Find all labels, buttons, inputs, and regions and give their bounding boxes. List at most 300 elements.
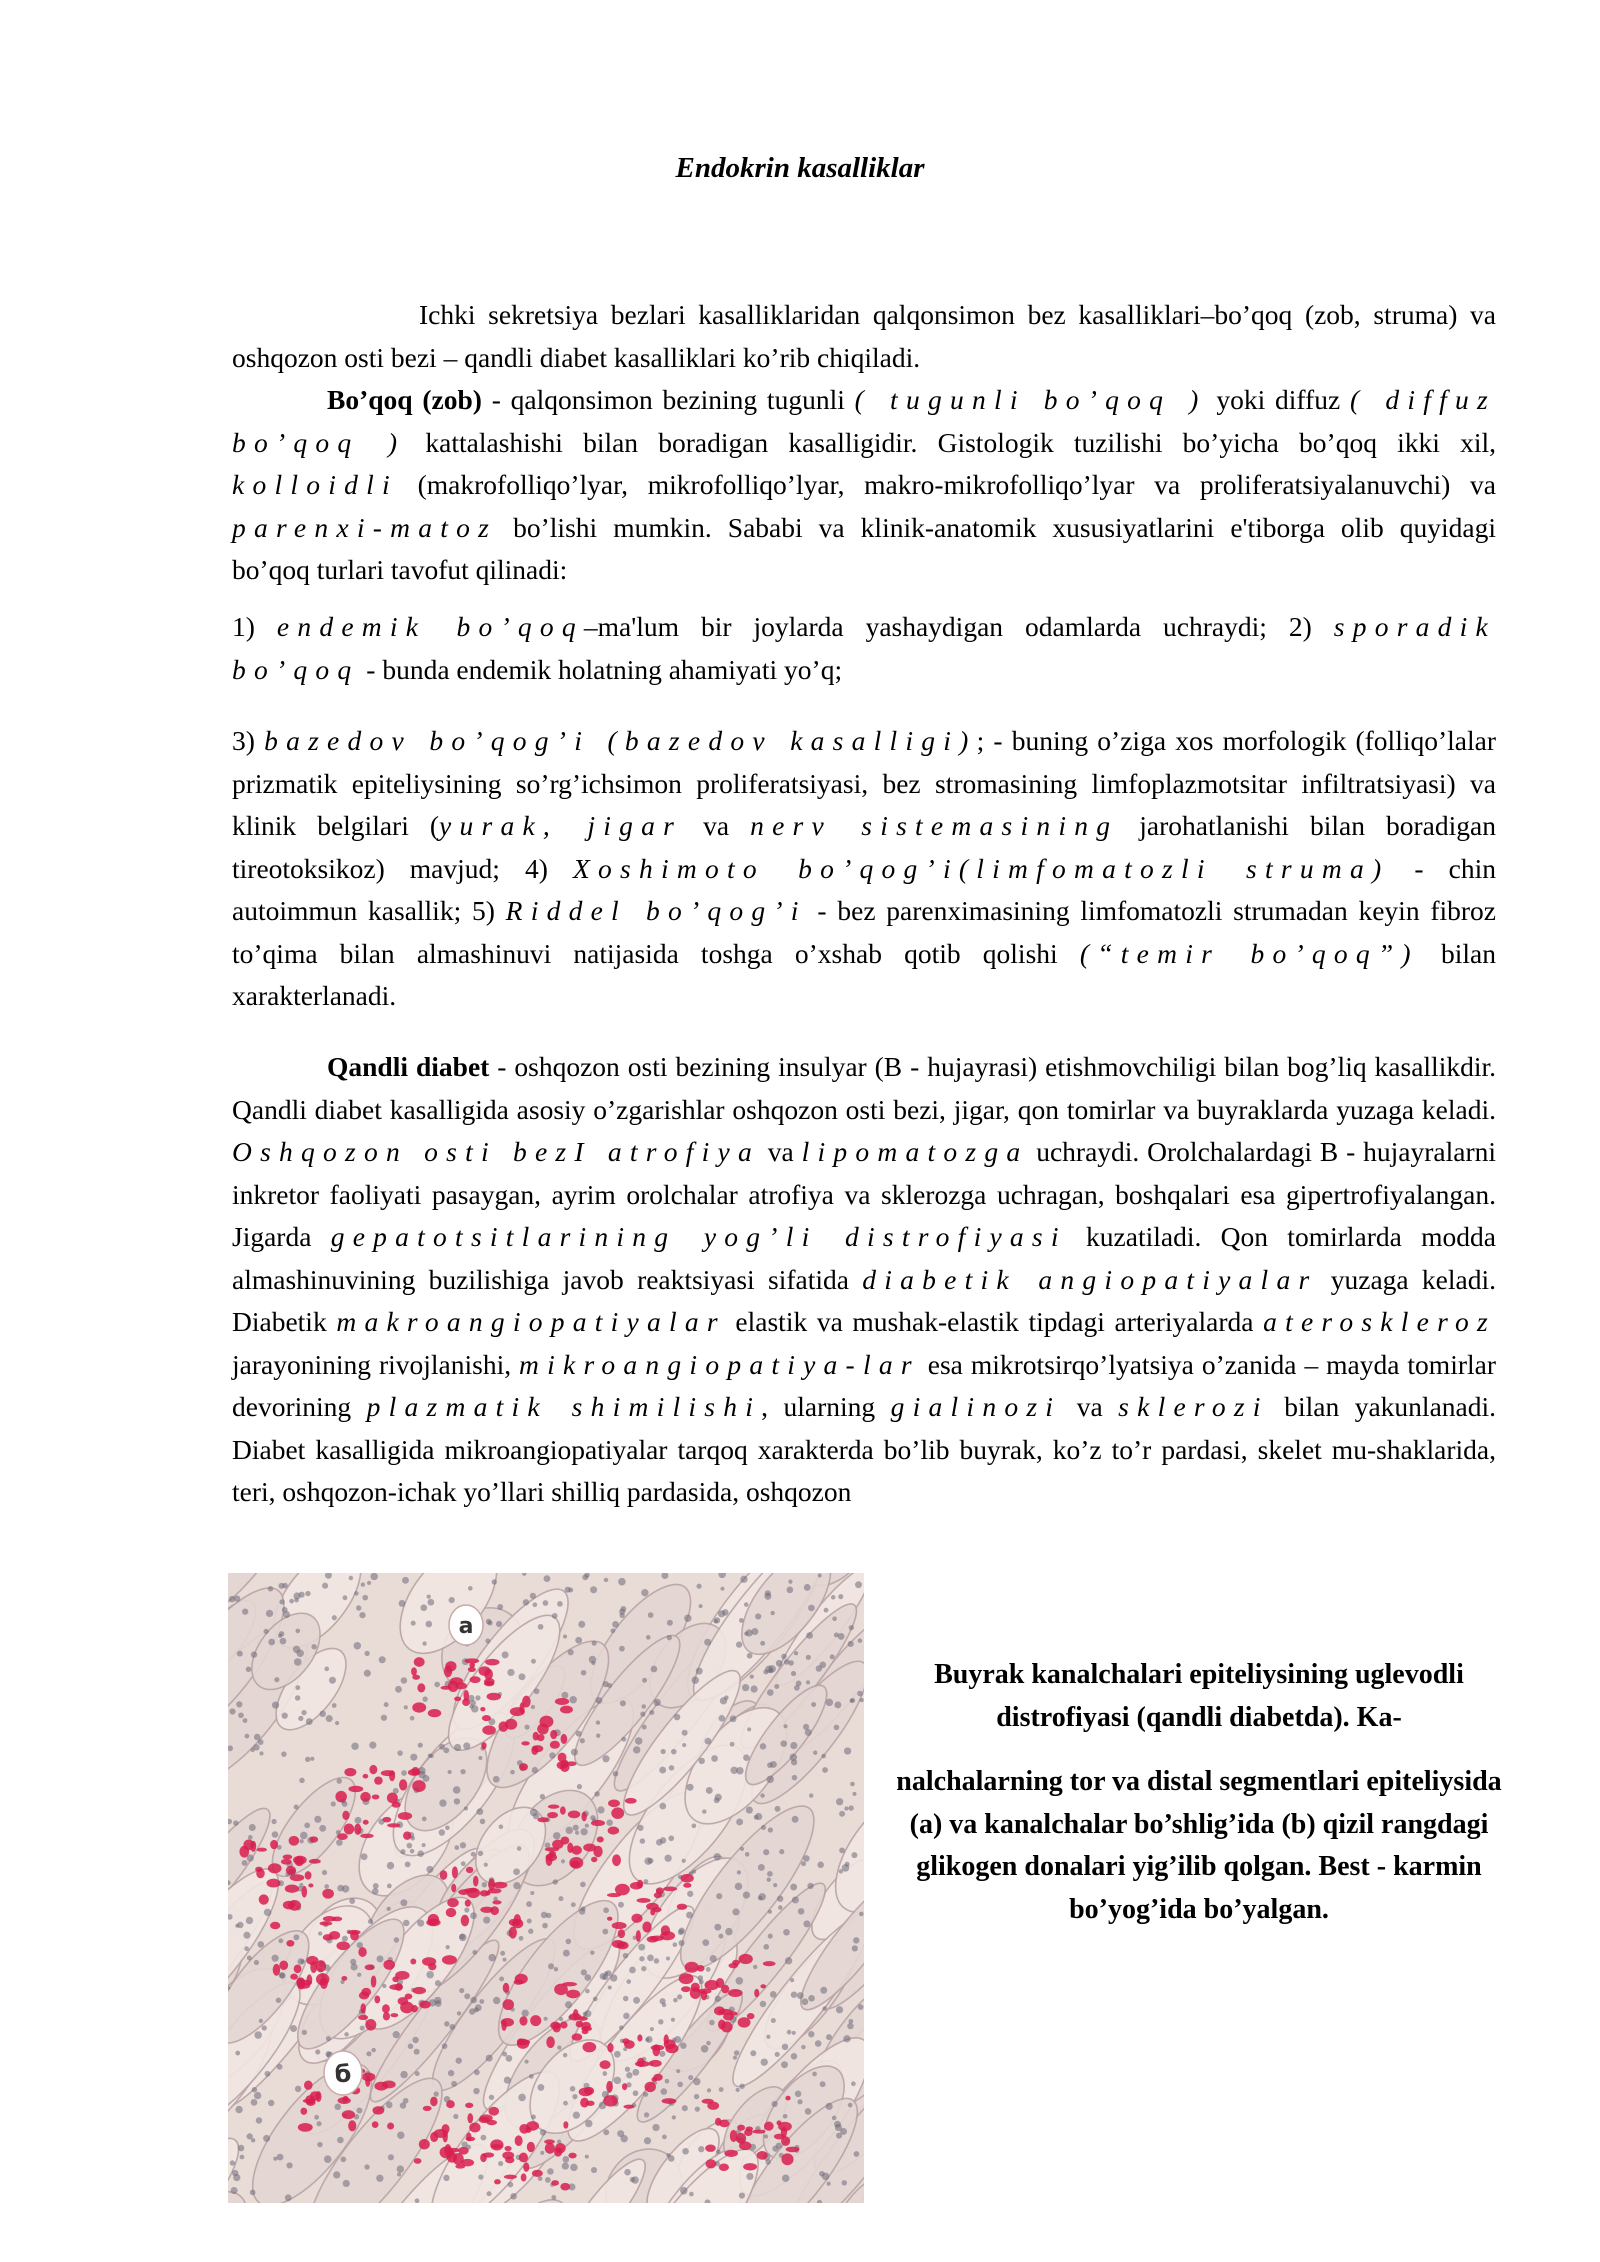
glycogen-granule — [730, 2130, 738, 2142]
cell-nucleus — [397, 2172, 401, 2176]
cell-nucleus — [399, 1600, 406, 1607]
glycogen-granule — [624, 2040, 635, 2049]
glycogen-granule — [560, 1706, 573, 1714]
cell-nucleus — [668, 1835, 674, 1841]
cell-nucleus — [643, 2092, 648, 2097]
cell-nucleus — [547, 2168, 554, 2175]
glycogen-granule — [612, 1940, 625, 1948]
glycogen-granule — [560, 2183, 570, 2191]
glycogen-granule — [304, 2081, 313, 2090]
cell-nucleus — [538, 2176, 543, 2181]
cell-nucleus — [845, 1862, 850, 1867]
cell-nucleus — [743, 1891, 750, 1898]
cell-nucleus — [610, 1974, 617, 1981]
cell-nucleus — [792, 1896, 799, 1903]
cell-nucleus — [647, 1955, 654, 1962]
cell-nucleus — [836, 1798, 843, 1805]
glycogen-granule — [412, 1780, 426, 1792]
cell-nucleus — [715, 1794, 722, 1801]
cell-nucleus — [590, 1815, 595, 1820]
text: bilan yakunlanadi. Diabet kasalligida mikroangiopatiyalar tarqoq xarakterda bo’lib buyrak, ko’z to’r pardasi, skelet mu-shaklarida, teri, oshqozon-ichak yo’llari shilliq pardasida, oshqozon — [232, 1391, 1496, 1507]
cell-nucleus — [349, 1576, 353, 1580]
glycogen-granule — [354, 1824, 361, 1835]
cell-nucleus — [522, 1573, 526, 1576]
cell-nucleus — [530, 1593, 536, 1599]
cell-nucleus — [698, 2146, 704, 2152]
glycogen-granule — [300, 2108, 307, 2115]
glycogen-granule — [372, 1794, 380, 1799]
cell-nucleus — [635, 1737, 643, 1745]
cell-nucleus — [300, 1959, 304, 1963]
cell-nucleus — [844, 1806, 848, 1810]
glycogen-granule — [309, 1859, 321, 1864]
cell-nucleus — [573, 1825, 579, 1831]
cell-nucleus — [427, 1594, 431, 1598]
glycogen-granule — [776, 2120, 781, 2125]
cell-nucleus — [235, 2106, 242, 2113]
cell-nucleus — [682, 1859, 686, 1863]
cell-nucleus — [272, 1701, 279, 1708]
cell-nucleus — [344, 2032, 348, 2036]
cell-nucleus — [246, 1666, 252, 1672]
cell-nucleus — [659, 2051, 665, 2057]
figure-caption — [884, 1654, 1514, 1931]
cell-nucleus — [571, 1902, 576, 1907]
cell-nucleus — [554, 1967, 558, 1971]
glycogen-granule — [566, 1990, 580, 1999]
text: va — [759, 1136, 802, 1167]
cell-nucleus — [746, 1806, 753, 1813]
glycogen-granule — [650, 1909, 655, 1916]
cell-nucleus — [365, 1651, 370, 1656]
glycogen-granule — [568, 2153, 576, 2159]
glycogen-granule — [270, 1840, 278, 1849]
glycogen-granule — [526, 2121, 539, 2131]
cell-nucleus — [333, 2171, 340, 2178]
glycogen-granule — [532, 2170, 543, 2177]
glycogen-granule — [383, 1960, 395, 1970]
cell-nucleus — [499, 1825, 504, 1830]
cell-nucleus — [838, 1594, 843, 1599]
text: yoki diffuz — [1206, 384, 1350, 415]
cell-nucleus — [771, 2018, 776, 2023]
glycogen-granule — [661, 1925, 670, 1935]
cell-nucleus — [540, 2151, 544, 2155]
cell-nucleus — [606, 1970, 612, 1976]
glycogen-granule — [548, 1804, 560, 1808]
cell-nucleus — [774, 1684, 779, 1689]
cell-nucleus — [519, 1936, 524, 1941]
cell-nucleus — [457, 2011, 461, 2015]
cell-nucleus — [743, 1754, 750, 1761]
cell-nucleus — [750, 1685, 757, 1692]
cell-nucleus — [397, 1750, 402, 1755]
glycogen-granule — [723, 2013, 734, 2021]
cell-nucleus — [229, 1708, 235, 1714]
cell-nucleus — [668, 2155, 675, 2162]
glycogen-granule — [651, 2077, 657, 2082]
glycogen-granule — [561, 1760, 569, 1768]
cell-nucleus — [397, 2165, 404, 2172]
glycogen-granule — [322, 1889, 334, 1899]
cell-nucleus — [290, 2025, 297, 2032]
glycogen-granule — [701, 1990, 707, 2000]
cell-nucleus — [768, 1910, 772, 1914]
glycogen-granule — [461, 1915, 469, 1926]
cell-nucleus — [247, 1956, 252, 1961]
glycogen-granule — [257, 1848, 267, 1852]
cell-nucleus — [642, 1678, 647, 1683]
cell-nucleus — [706, 2041, 711, 2046]
glycogen-granule — [338, 2097, 351, 2104]
glycogen-granule — [335, 1791, 347, 1803]
cell-nucleus — [676, 2069, 680, 2073]
cell-nucleus — [716, 2149, 720, 2153]
glycogen-granule — [509, 1927, 517, 1939]
glycogen-granule — [466, 2133, 471, 2142]
cell-nucleus — [480, 1819, 486, 1825]
cell-nucleus — [414, 2049, 420, 2055]
cell-nucleus — [819, 1662, 826, 1669]
cell-nucleus — [557, 1601, 563, 1607]
text: jarohatlanishi bilan boradigan tireotoksikoz) mavjud; 4) — [232, 810, 1496, 884]
cell-nucleus — [594, 1791, 599, 1796]
cell-nucleus — [644, 1857, 652, 1865]
cell-nucleus — [251, 1651, 257, 1657]
cell-nucleus — [854, 2151, 860, 2157]
cell-nucleus — [608, 1985, 612, 1989]
glycogen-granule — [606, 2081, 613, 2093]
cell-nucleus — [528, 1929, 533, 1934]
cell-nucleus — [463, 1742, 470, 1749]
glycogen-granule — [382, 1817, 391, 1823]
glycogen-granule — [374, 1995, 380, 2003]
cell-nucleus — [503, 1958, 507, 1962]
text: kattalashishi bilan boradigan kasalligidir. Gistologik tuzilishi bo’yicha bo’qoq ikki xil, — [405, 426, 1496, 458]
glycogen-granule — [362, 2073, 376, 2082]
glycogen-granule — [485, 1659, 499, 1666]
cell-nucleus — [293, 1934, 299, 1940]
cell-nucleus — [481, 2135, 487, 2141]
cell-nucleus — [568, 1587, 573, 1592]
glycogen-granule — [453, 2153, 464, 2165]
cell-nucleus — [506, 2055, 513, 2062]
cell-nucleus — [746, 2173, 753, 2180]
cell-nucleus — [234, 1595, 240, 1601]
glycogen-granule — [488, 2107, 499, 2116]
glycogen-granule — [288, 1900, 301, 1911]
paragraph-types-1-2 — [232, 606, 1496, 691]
cell-nucleus — [734, 2050, 739, 2055]
cell-nucleus — [580, 1738, 585, 1743]
cell-nucleus — [792, 1816, 799, 1823]
cell-nucleus — [751, 1628, 758, 1635]
glycogen-granule — [290, 1974, 298, 1980]
glycogen-granule — [491, 2144, 503, 2148]
glycogen-granule — [706, 2159, 717, 2168]
cell-nucleus — [278, 1583, 284, 1589]
cell-nucleus — [553, 1879, 558, 1884]
cell-nucleus — [531, 2115, 536, 2120]
cell-nucleus — [563, 2156, 570, 2163]
glycogen-granule — [677, 1904, 687, 1910]
cell-nucleus — [411, 1621, 416, 1626]
cell-nucleus — [589, 1656, 597, 1664]
cell-nucleus — [272, 1831, 279, 1838]
cell-nucleus — [699, 1604, 703, 1608]
cell-nucleus — [493, 1776, 500, 1783]
cell-nucleus — [704, 1738, 711, 1745]
cell-nucleus — [839, 1811, 845, 1817]
cell-nucleus — [796, 1681, 802, 1687]
text: va — [1061, 1391, 1119, 1422]
glycogen-granule — [323, 1916, 336, 1921]
glycogen-granule — [466, 1867, 473, 1873]
cell-nucleus — [783, 1724, 787, 1728]
glycogen-granule — [612, 1922, 627, 1929]
cell-nucleus — [654, 1699, 661, 1706]
cell-nucleus — [714, 1924, 721, 1931]
glycogen-granule — [480, 1707, 485, 1711]
cell-nucleus — [314, 1816, 321, 1823]
cell-nucleus — [822, 2006, 827, 2011]
glycogen-granule — [571, 1845, 582, 1854]
cell-nucleus — [633, 1997, 640, 2004]
cell-nucleus — [400, 1899, 407, 1906]
cell-nucleus — [773, 1883, 777, 1887]
glycogen-granule — [430, 2097, 437, 2107]
cell-nucleus — [508, 2182, 514, 2188]
glycogen-granule — [426, 1919, 440, 1926]
cell-nucleus — [518, 2094, 526, 2102]
text: uchraydi. Orolchalardagi B - hujayralarni inkretor faoliyati pasaygan, ayrim orolchalar atrofiya va sklerozga uchragan, boshqalari esa gipertrofiyalangan. Jigarda — [232, 1136, 1496, 1252]
cell-nucleus — [388, 2154, 394, 2160]
term-hyalinosis: gialinozi — [890, 1391, 1062, 1422]
text: bilan xarakterlanadi. — [232, 937, 1496, 1011]
cell-nucleus — [719, 2087, 724, 2092]
glycogen-granule — [519, 1763, 528, 1771]
glycogen-granule — [738, 2017, 751, 2027]
cell-nucleus — [763, 1944, 769, 1950]
cell-nucleus — [575, 1831, 579, 1835]
cell-nucleus — [448, 2070, 454, 2076]
glycogen-granule — [607, 2043, 613, 2052]
glycogen-granule — [419, 2139, 430, 2149]
cell-nucleus — [776, 1660, 783, 1667]
cell-nucleus — [623, 1953, 629, 1959]
cell-nucleus — [838, 1633, 845, 1640]
cell-nucleus — [271, 1819, 276, 1824]
cell-nucleus — [830, 1654, 835, 1659]
cell-nucleus — [785, 1957, 792, 1964]
cell-nucleus — [563, 1950, 570, 1957]
cell-nucleus — [791, 1991, 797, 1997]
glycogen-granule — [600, 2060, 611, 2069]
text: kuzatiladi. Qon tomirlarda modda almashinuvining buzilishiga javob reaktsiyasi sifatida — [232, 1221, 1496, 1295]
text: 1) — [232, 611, 277, 642]
cell-nucleus — [651, 1666, 658, 1673]
glycogen-granule — [501, 2018, 514, 2027]
cell-nucleus — [641, 1966, 646, 1971]
glycogen-granule — [414, 2158, 422, 2164]
cell-nucleus — [677, 2082, 683, 2088]
cell-nucleus — [460, 1842, 466, 1848]
cell-nucleus — [371, 2048, 376, 2053]
cell-nucleus — [736, 1641, 742, 1647]
cell-nucleus — [607, 1683, 612, 1688]
cell-nucleus — [776, 2143, 782, 2149]
cell-nucleus — [533, 1813, 539, 1819]
cell-nucleus — [453, 2114, 458, 2119]
cell-nucleus — [848, 1805, 853, 1810]
cell-nucleus — [839, 1869, 843, 1873]
glycogen-granule — [369, 1765, 377, 1774]
cell-nucleus — [602, 1929, 608, 1935]
glycogen-granule — [298, 1980, 312, 1986]
cell-nucleus — [428, 1599, 435, 1606]
term-parenchymatous: parenxi-matoz — [232, 511, 498, 543]
cell-nucleus — [486, 2055, 493, 2062]
cell-nucleus — [804, 1584, 811, 1591]
glycogen-granule — [504, 2175, 517, 2179]
cell-nucleus — [745, 1852, 750, 1857]
glycogen-granule — [451, 1884, 456, 1893]
text: bo’lishi mumkin. Sababi va klinik-anatomik xususiyatlarini e'tiborga olib quyidagi bo’qoq turlari tavofut qilinadi: — [232, 511, 1496, 585]
glycogen-granule — [581, 2026, 592, 2031]
glycogen-granule — [412, 1702, 426, 1712]
glycogen-granule — [607, 1917, 612, 1921]
cell-nucleus — [464, 1907, 469, 1912]
glycogen-granule — [294, 1965, 302, 1974]
cell-nucleus — [801, 1861, 806, 1866]
cell-nucleus — [525, 1725, 530, 1730]
glycogen-granule — [685, 1962, 699, 1973]
cell-nucleus — [549, 1752, 555, 1758]
cell-nucleus — [559, 2017, 563, 2021]
cell-nucleus — [529, 2074, 534, 2079]
cell-nucleus — [415, 2198, 420, 2203]
cell-nucleus — [387, 1862, 394, 1869]
cell-nucleus — [806, 1655, 811, 1660]
cell-nucleus — [445, 1945, 449, 1949]
glycogen-granule — [387, 1823, 400, 1827]
glycogen-granule — [389, 1770, 395, 1781]
glycogen-granule — [581, 1812, 586, 1822]
cell-nucleus — [790, 1742, 797, 1749]
cell-nucleus — [256, 2117, 262, 2123]
glycogen-granule — [637, 2034, 642, 2041]
cell-nucleus — [504, 2077, 511, 2084]
cell-nucleus — [422, 1696, 427, 1701]
cell-nucleus — [669, 1765, 675, 1771]
glycogen-granule — [603, 2095, 618, 2106]
cell-nucleus — [299, 1839, 303, 1843]
cell-nucleus — [805, 1729, 812, 1736]
term-angiopathy: diabetik angiopatiyalar — [862, 1263, 1318, 1295]
cell-nucleus — [606, 1819, 612, 1825]
cell-nucleus — [355, 1817, 362, 1824]
glycogen-granule — [521, 1741, 529, 1745]
cell-nucleus — [282, 1712, 288, 1718]
glycogen-granule — [554, 2147, 562, 2156]
cell-nucleus — [623, 1996, 628, 2001]
cell-nucleus — [585, 1823, 589, 1827]
term-colloid: kolloidli — [232, 469, 398, 500]
cell-nucleus — [839, 1847, 845, 1853]
term-endemic: endemik bo’qoq — [276, 611, 584, 642]
cell-nucleus — [768, 1827, 773, 1832]
cell-nucleus — [702, 1809, 706, 1813]
cell-nucleus — [426, 1971, 434, 1979]
cell-nucleus — [782, 2044, 788, 2050]
cell-nucleus — [763, 1849, 769, 1855]
cell-nucleus — [794, 1651, 798, 1655]
glycogen-granule — [483, 2152, 494, 2157]
cell-nucleus — [576, 1731, 582, 1737]
cell-nucleus — [602, 2071, 607, 2076]
cell-nucleus — [488, 1954, 496, 1962]
glycogen-granule — [569, 1857, 583, 1869]
term-pancreas-atrophy: Oshqozon osti bezI atrofiya — [232, 1136, 760, 1167]
cell-nucleus — [268, 1639, 275, 1646]
cell-nucleus — [470, 1912, 477, 1919]
cell-nucleus — [640, 1838, 645, 1843]
cell-nucleus — [460, 1769, 465, 1774]
glycogen-granule — [523, 2162, 529, 2171]
cell-nucleus — [527, 1918, 532, 1923]
cell-nucleus — [245, 1734, 250, 1739]
cell-nucleus — [401, 1677, 408, 1684]
label-a-marker — [449, 1605, 483, 1645]
cell-nucleus — [434, 1997, 441, 2004]
cell-nucleus — [750, 1674, 754, 1678]
cell-nucleus — [706, 1967, 711, 1972]
glycogen-granule — [410, 1958, 416, 1964]
cell-nucleus — [618, 1578, 626, 1586]
glycogen-granule — [781, 2153, 793, 2165]
glycogen-granule — [473, 1876, 478, 1887]
glycogen-granule — [320, 1977, 328, 1989]
cell-nucleus — [665, 2079, 670, 2084]
glycogen-granule — [664, 2039, 676, 2049]
glycogen-granule — [747, 2013, 755, 2019]
cell-nucleus — [780, 1740, 787, 1747]
cell-nucleus — [575, 1637, 582, 1644]
cell-nucleus — [277, 2064, 283, 2070]
glycogen-granule — [348, 1786, 363, 1792]
glycogen-granule — [283, 1855, 293, 1860]
cell-nucleus — [812, 2072, 817, 2077]
glycogen-granule — [518, 2039, 530, 2045]
cell-nucleus — [783, 2114, 788, 2119]
cell-nucleus — [502, 2052, 507, 2057]
cell-nucleus — [423, 1775, 430, 1782]
cell-nucleus — [591, 2167, 597, 2173]
cell-nucleus — [777, 1896, 783, 1902]
cell-nucleus — [826, 1699, 833, 1706]
cell-nucleus — [435, 1980, 441, 1986]
glycogen-granule — [515, 2135, 523, 2146]
cell-nucleus — [624, 2169, 631, 2176]
cell-nucleus — [454, 1798, 460, 1804]
cell-nucleus — [475, 1695, 480, 1700]
glycogen-granule — [309, 1836, 318, 1842]
cell-nucleus — [264, 2071, 270, 2077]
cell-nucleus — [468, 1586, 473, 1591]
cell-nucleus — [795, 2091, 801, 2097]
cell-nucleus — [324, 1884, 329, 1889]
cell-nucleus — [569, 1696, 576, 1703]
